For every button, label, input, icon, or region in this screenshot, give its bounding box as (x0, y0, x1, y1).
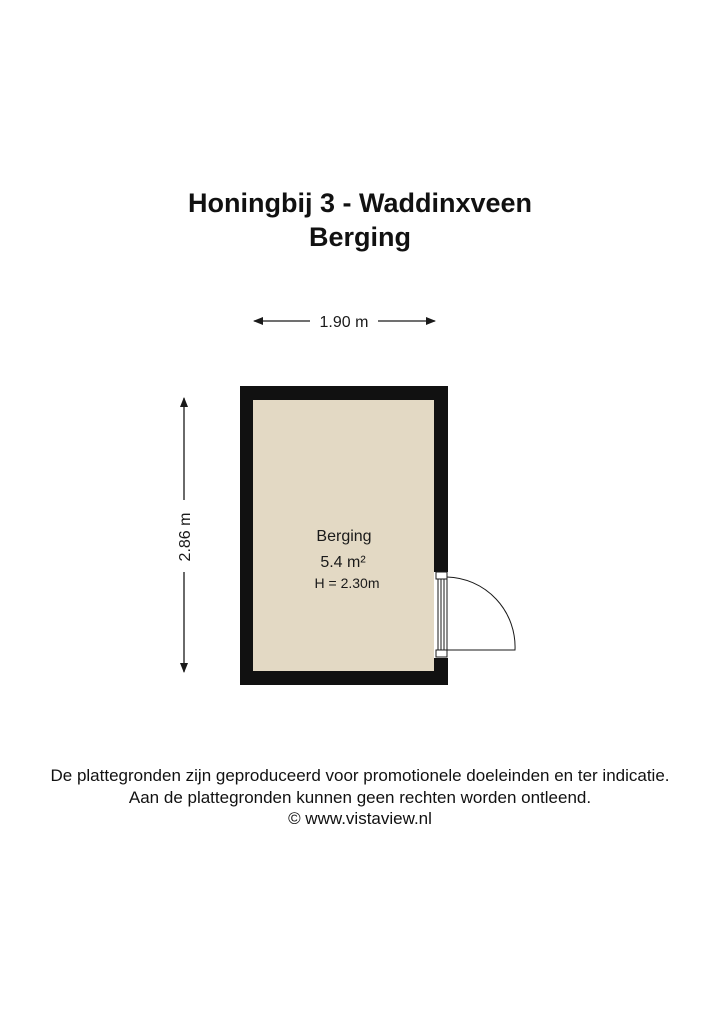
room-name: Berging (316, 528, 372, 545)
room-berging (240, 386, 515, 685)
height-dimension (177, 398, 194, 672)
door-swing (447, 577, 515, 652)
height-dimension-label: 2.86 m (177, 512, 194, 562)
room-ceiling-height: H = 2.30m (314, 575, 380, 591)
plan-subtitle: Berging (308, 222, 411, 252)
width-dimension-label: 1.90 m (319, 314, 369, 331)
disclaimer-line-1: De plattegronden zijn geproduceerd voor promotionele doeleinden en ter indicatie. (50, 766, 670, 785)
width-dimension (254, 314, 435, 331)
disclaimer-line-2: Aan de plattegronden kunnen geen rechten worden ontleend. (128, 788, 592, 807)
copyright-line: © www.vistaview.nl (288, 809, 432, 828)
plan-title: Honingbij 3 - Waddinxveen (187, 188, 532, 218)
room-area: 5.4 m² (320, 554, 366, 571)
